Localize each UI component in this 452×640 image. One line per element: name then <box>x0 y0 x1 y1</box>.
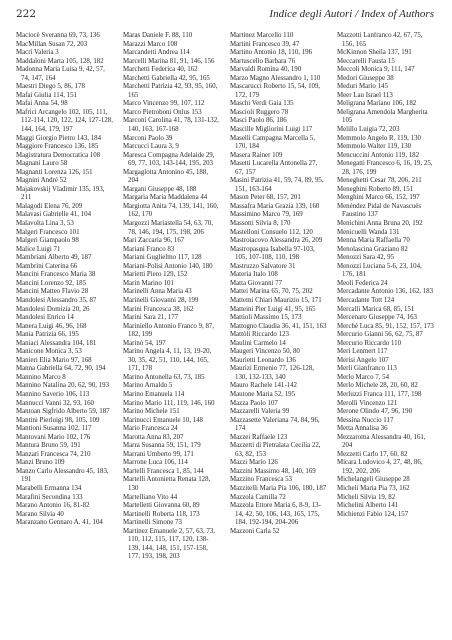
index-entry: Massafra Maria Grazia 139, 160 <box>230 202 320 210</box>
index-entry: Matta Giovanni 77 <box>230 279 283 287</box>
index-entry: Margiotta Anita 74, 139, 141, 160, 162, 170 <box>123 202 219 219</box>
index-entry: Mercalli Marica 68, 85, 151 <box>337 305 415 313</box>
index-entry: Mattemi Chiari Maurizio 15, 171 <box>230 296 322 304</box>
index-entry: Meri Lenmert 117 <box>337 348 388 356</box>
index-entry: Merlo Marco 7, 54 <box>337 373 390 381</box>
index-entry: Martinelli Simone 73 <box>123 519 182 527</box>
index-entry: Micheli Silvia 19, 82 <box>337 493 396 501</box>
index-entry: Malgeri Giampaolo 98 <box>16 237 79 245</box>
index-entry: Mazzola Camilla 72 <box>230 493 286 501</box>
index-entry: Majakovskij Vladimir 135, 193, 211 <box>16 185 105 202</box>
index-entry: Maggiore Francesco 136, 185 <box>16 143 99 151</box>
index-entry: Mancini Matteo Flavio 28 <box>16 288 89 296</box>
index-entry: Menéndez Pidal de Navascués Faustino 137 <box>337 202 421 219</box>
index-entry: Menozzi Sara 42, 95 <box>337 254 395 262</box>
index-entry: Mazzitelli Maria Pia 106, 180, 187 <box>230 484 327 492</box>
index-entry: Masera Rainer 109 <box>230 151 283 159</box>
index-entry: Marconi Paolo 39 <box>123 134 173 142</box>
index-entry: Meccoli Monica 9, 111, 147 <box>337 66 415 74</box>
index-entry: Mantovani Mario 102, 176 <box>16 433 91 441</box>
index-entry: Maranzano Gennaro A. 41, 104 <box>16 519 103 527</box>
index-entry: Masini Patrizia 41, 59, 74, 89, 95, 151, 163-164 <box>230 177 324 193</box>
index-entry: Marchetti Gabriella 42, 95, 165 <box>123 74 210 82</box>
index-entry: Meligrana Amendola Margherita 105 <box>337 108 428 125</box>
index-entry: Mariani Franco 83 <box>123 245 175 253</box>
index-entry: Margani Giuseppe 48, 188 <box>123 185 197 193</box>
index-entry: Meccarelli Fausta 15 <box>337 57 395 65</box>
index-entry: Manzari Francesca 74, 210 <box>16 450 91 458</box>
index-entry: Magnani Lauro 58 <box>16 160 68 168</box>
index-entry: Marietti Piero 129, 152 <box>123 271 188 279</box>
index-entry: Mazzini Massimo 48, 140, 169 <box>230 467 316 475</box>
index-entry: Mercadante Tott 124 <box>337 296 395 304</box>
index-entry: Mason Peter 68, 157, 201 <box>230 194 301 202</box>
index-entry: Mazzarelli Valeria 99 <box>230 408 290 416</box>
index-entry: Marconi Carolina 41, 78, 131-132, 140, 163, 167-168 <box>123 117 219 134</box>
index-entry: Meduri Mario 145 <box>337 83 388 91</box>
index-entry: Malice Luigi 71 <box>16 245 61 253</box>
index-entry: Mastruzzo Salvatore 31 <box>230 262 296 270</box>
index-entry: Menichini Anna Bruna 20, 192 <box>337 220 423 228</box>
index-entry: Mannino Natalina 20, 62, 90, 193 <box>16 382 110 390</box>
index-entry: Melillo Luigia 72, 203 <box>337 126 400 134</box>
index-entry: Mandolesi Domizia 20, 26 <box>16 305 90 313</box>
index-entry: Memmolo Walter 119, 130 <box>337 143 412 151</box>
index-column-1 <box>16 32 113 637</box>
index-entry: Magnanti Lorenza 126, 151 <box>16 168 93 176</box>
index-entry: Maddaloni Marta 105, 128, 182 <box>16 57 104 65</box>
index-entry: Mannino Marco 8 <box>16 373 66 381</box>
index-entry: Meneghetti Cesar 78, 206, 211 <box>337 177 422 185</box>
index-entry: Marvaldi Romina 40, 190 <box>230 66 302 74</box>
index-entry: Marino Emanuela 114 <box>123 390 185 398</box>
index-column-3 <box>230 32 327 637</box>
index-entry: Martino Antonio 18, 110, 196 <box>230 49 313 57</box>
index-entry: Marcucci Laura 3, 9 <box>123 143 179 151</box>
index-entry: Micara Ludovico 4, 27, 48, 86, 192, 202, 206 <box>337 459 423 475</box>
index-entry: Mattioli Massimo 15, 173 <box>230 314 302 322</box>
index-entry: Mascille Migliorini Luigi 117 <box>230 126 313 134</box>
index-entry: Mezzetti Carlo 17, 60, 82 <box>337 450 408 458</box>
index-entry: Mattei Marina 65, 70, 75, 202 <box>230 288 313 296</box>
index-entry: Mancini Francesco Maria 38 <box>16 271 96 279</box>
index-entry: Marino Arnaldo 5 <box>123 382 173 390</box>
index-entry: Martinez Emanuele 2, 57, 63, 73, 110, 112, 115, 117, 120, 138-139, 144, 148, 151, 157-158, 177, 193, 198, 203 <box>123 527 216 561</box>
index-entry: Mauro Rachele 141-142 <box>230 382 297 390</box>
index-entry: Masci Paolo 86, 186 <box>230 117 287 125</box>
page-number: 222 <box>16 8 37 20</box>
index-entry: Mazzasette Valeriana 74, 84, 96, 174 <box>230 416 320 433</box>
index-entry: Marinò 54, 197 <box>123 339 166 347</box>
index-entry: Marini Sara 21, 177 <box>123 314 179 322</box>
index-entry: Mastropasqua Isabella 97-103, 105, 107-108, 110, 198 <box>230 245 315 262</box>
index-entry: MacMillan Susan 72, 203 <box>16 40 88 48</box>
index-entry: Merone Olindo 47, 96, 190 <box>337 408 413 416</box>
index-entry: Mannucci Vanni 32, 93, 160 <box>16 399 94 407</box>
index-entry: Marrani Umberto 99, 171 <box>123 450 194 458</box>
index-entry: Marinelli Giovanni 28, 199 <box>123 296 199 304</box>
index-entry: Maciocè Sveranna 69, 73, 136 <box>16 32 100 39</box>
index-entry: Mambriani Alberto 49, 187 <box>16 254 92 262</box>
index-entry: Marchetti Federica 40, 162 <box>123 66 198 74</box>
index-entry: Mario Francesca 24 <box>123 425 178 433</box>
index-entry: Marco Vincenzo 99, 107, 112 <box>123 100 205 108</box>
index-entry: Merolli Vincenzo 121 <box>337 399 398 407</box>
index-entry: Magnini André 52 <box>16 177 67 185</box>
index-entry: Mafai Giulia 114, 151 <box>16 91 77 99</box>
index-entry: Manieri Elia Mario 97, 168 <box>16 356 92 364</box>
index-entry: Maras Daniele F. 88, 110 <box>123 32 193 39</box>
index-entry: Mariani-Polisi Antonio 140, 180 <box>123 262 213 270</box>
index-entry: Messina Nuccio 117 <box>337 416 394 424</box>
index-entry: Massimino Marco 79, 169 <box>230 211 303 219</box>
index-entry: Mastroiacovo Alessandra 26, 209 <box>230 237 323 245</box>
index-entry: Mambrini Caterina 66 <box>16 262 78 270</box>
index-entry: Menghini Marco 66, 152, 197 <box>337 194 420 202</box>
index-entry: Mazzei Raffaele 123 <box>230 433 288 441</box>
index-entry: Malagodi Elena 76, 209 <box>16 202 83 210</box>
index-entry: Menozzi Luciana 5-6, 23, 104, 176, 181 <box>337 262 422 279</box>
index-entry: Merlo Michele 28, 20, 60, 82 <box>337 382 418 390</box>
index-entry: Maniaci Alessandra 104, 181 <box>16 339 97 347</box>
index-entry: Marco Pietroboni Onlus 153 <box>123 108 202 116</box>
index-entry: Martelli Francesca 1, 85, 144 <box>123 467 204 475</box>
index-entry: Marano Antonio 16, 81-82 <box>16 502 90 510</box>
index-entry: Manzi Bruno 109 <box>16 459 65 467</box>
index-entry: Mandolesi Enrico 14 <box>16 314 74 322</box>
index-entry: Maresca Compagna Adelaide 29, 69, 77, 103, 143-144, 195, 203 <box>123 151 215 168</box>
index-entry: Marotta Anna 83, 207 <box>123 433 184 441</box>
index-entry: Marino Angela 4, 11, 13, 19-20, 30, 35, 42, 51, 110, 144, 165, 171, 178 <box>123 348 212 373</box>
index-entry: Meoli Federica 24 <box>337 279 388 287</box>
index-entry: Mazzetti di Pietralata Cecilia 22, 63, 82, 153 <box>230 442 321 458</box>
index-entry: Maggi Giorgio Pietro 143, 184 <box>16 134 102 142</box>
index-entry: Marcandetti Andrea 114 <box>123 49 190 57</box>
index-entry: Marchetti Patrizia 42, 93, 95, 160, 165 <box>123 83 218 99</box>
index-entry: Mercurio Gianni 56, 62, 75, 87 <box>337 331 423 339</box>
index-entry: Mazzino Francesca 53 <box>230 476 292 484</box>
index-entry: Manicone Monica 3, 53 <box>16 348 82 356</box>
index-entry: Marrone Luca 106, 114 <box>123 459 188 467</box>
index-entry: Merluzzi Franca 111, 177, 198 <box>337 390 422 398</box>
index-entry: Manna Gabriella 64, 72, 90, 194 <box>16 365 106 373</box>
index-entry: Manzo Carlo Alessandro 45, 183, 191 <box>16 467 109 484</box>
index-entry: Maugeri Vincenzo 50, 80 <box>230 348 300 356</box>
index-entry: Martini Francesco 39, 47 <box>230 40 300 48</box>
index-entry: Mari Zaccaria 96, 167 <box>123 237 185 245</box>
index-entry: Meneghini Roberto 89, 151 <box>337 185 414 193</box>
index-entry: Michienzi Fabio 124, 157 <box>337 510 409 518</box>
index-entry: Marino Mario 111, 119, 146, 160 <box>123 399 215 407</box>
index-entry: Mantini Pierluigi 98, 105, 109 <box>16 416 100 424</box>
index-entry: Maulini Carmelo 14 <box>230 339 286 347</box>
index-entry: Meligrana Mariano 106, 182 <box>337 100 417 108</box>
index-entry: Marabelli Ermanna 134 <box>16 484 82 492</box>
index-entry: Maurizi Ermenio 77, 126-128, 130, 132-133, 140 <box>230 365 315 381</box>
index-entry: Martelliano Vito 44 <box>123 493 178 501</box>
index-entry: Mezzaroma Alessandra 40, 161, 204 <box>337 433 426 450</box>
index-entry: Materia Italo 108 <box>230 271 278 279</box>
index-entry: Margozzi Mariastella 54, 63, 70, 78, 146, 194, 175, 198, 206 <box>123 220 214 236</box>
index-entry: Mattòli Riccardo 123 <box>230 331 289 339</box>
index-entry: Mercenaro Giuseppe 74, 163 <box>337 314 417 322</box>
index-entry: Marin Marino 101 <box>123 279 174 287</box>
index-entry: Mantoan Sigfrido Alberto 59, 187 <box>16 408 110 416</box>
index-entry: Martinez Marcello 110 <box>230 32 294 39</box>
index-entry: Malavasi Gabrielle 41, 104 <box>16 211 92 219</box>
index-entry: Martelletti Giovanna 60, 89 <box>123 502 200 510</box>
index-entry: Maselli Campagna Marcella 5, 170, 184 <box>230 134 315 151</box>
running-title: Indice degli Autori / Index of Authors <box>269 8 434 20</box>
index-entry: McKinnon Sheila 137, 191 <box>337 49 412 57</box>
index-entry: Mafai Anna 54, 98 <box>16 100 68 108</box>
index-entry: Menna Maria Raffaella 70 <box>337 237 410 245</box>
index-entry: Mautone Maria 52, 195 <box>230 390 296 398</box>
index-entry: Mascarucci Roberto 15, 54, 109, 172, 179 <box>230 83 321 99</box>
index-entry: Marano Silvia 40 <box>16 510 64 518</box>
index-entry: Mandolesi Alessandro 35, 87 <box>16 296 97 304</box>
index-entry: Mancini Lorenzo 92, 185 <box>16 279 87 287</box>
index-entry: Marino Antonella 63, 73, 185 <box>123 373 205 381</box>
index-entry: Menicuelli Wanda 131 <box>337 228 400 236</box>
page-header <box>16 8 434 22</box>
index-column-4 <box>337 32 434 637</box>
index-entry: Menolascina Graziano 82 <box>337 245 408 253</box>
index-entry: Mascioli Ruggero 78 <box>230 108 289 116</box>
index-entry: Macrì Valeria 3 <box>16 49 59 57</box>
index-column-2 <box>123 32 220 637</box>
index-entry: Merchè Luca 85, 91, 152, 157, 173 <box>337 322 434 330</box>
index-entry: Michelangeli Giuseppe 28 <box>337 476 410 484</box>
index-entry: Mastelloni Consuelo 112, 120 <box>230 228 313 236</box>
index-entry: Memmolo Angelo R. 119, 130 <box>337 134 421 142</box>
index-entry: Marcelli Marina 81, 91, 146, 156 <box>123 57 215 65</box>
index-entry: Marino Michele 151 <box>123 408 180 416</box>
index-entry: Marzo Magno Alessandro 1, 110 <box>230 74 321 82</box>
index-entry: Merli Gianfranco 113 <box>337 365 397 373</box>
index-entry: Masetti Lucarella Antonella 27, 67, 157 <box>230 160 318 176</box>
index-entry: Mania Patrizia 66, 195 <box>16 331 79 339</box>
index-entry: Marra Susanna 59, 151, 179 <box>123 442 201 450</box>
index-entry: Marinelli Anna Maria 43 <box>123 288 192 296</box>
index-entry: Malavolta Lina 3, 53 <box>16 220 74 228</box>
index-entry: Micheli Maria Pia 73, 162 <box>337 484 410 492</box>
index-entry: Magistratura Democratica 108 <box>16 151 101 159</box>
index-entry: Mencuccini Antonio 119, 182 <box>337 151 420 159</box>
index-entry: Mercadante Antonio 136, 162, 183 <box>337 288 434 296</box>
index-entry: Mazza Paolo 107 <box>230 399 278 407</box>
index-entry: Marafini Secondina 133 <box>16 493 83 501</box>
index-entry: Mannino Saverio 106, 113 <box>16 390 90 398</box>
index-entry: Manera Luigi 46, 96, 168 <box>16 322 87 330</box>
index-entry: Maurietti Leonardo 136 <box>230 356 296 364</box>
index-entry: Menegatti Francesco 6, 16, 19, 25, 28, 176, 199 <box>337 160 433 176</box>
index-entry: Malgeri Francesco 101 <box>16 228 80 236</box>
index-entry: Merisi Angelo 107 <box>337 356 389 364</box>
index-entry: Mazzoni Carla 52 <box>230 527 280 535</box>
index-entry: Mattogno Claudia 36, 41, 151, 163 <box>230 322 327 330</box>
index-entry: Martelli Antonietta Renata 128, 130 <box>123 476 211 492</box>
index-entry: Mazzi Mario 126 <box>230 459 278 467</box>
index-entry: Maestri Diego 5, 86, 178 <box>16 83 85 91</box>
index-entry: Mercurio Riccardo 110 <box>337 339 402 347</box>
index-entry: Maschi Verdi Gaia 135 <box>230 100 294 108</box>
index-entry: Medori Giuseppe 38 <box>337 74 394 82</box>
index-entry: Marazzi Marco 108 <box>123 40 178 48</box>
index-entry: Martinelli Roberta 118, 173 <box>123 510 200 518</box>
index-entry: Michelini Alberto 141 <box>337 502 399 510</box>
index-entry: Martuscello Barbara 76 <box>230 57 296 65</box>
index-entry: Mantioni Susanna 102, 117 <box>16 425 92 433</box>
index-entry: Meer Lau Israel 113 <box>337 91 393 99</box>
index-columns <box>16 32 434 637</box>
index-entry: Margaglotta Antonino 45, 188, 204 <box>123 168 209 185</box>
index-entry: Marini Francesca 38, 162 <box>123 305 194 313</box>
index-entry: Marinucci Emanuele 10, 148 <box>123 416 203 424</box>
index-entry: Matteini Pier Luigi 41, 95, 165 <box>230 305 316 313</box>
index-entry: Mantura Bruno 59, 191 <box>16 442 81 450</box>
index-entry: Madonna Maria Luisa 9, 42, 57, 74, 147, 164 <box>16 66 105 82</box>
index-entry: Massotti Silvia 8, 170 <box>230 220 291 228</box>
index-entry: Mazzola Ettore Maria 6, 8-9, 13-14, 42, 50, 106, 143, 165, 175, 184, 192-194, 204-206 <box>230 502 321 527</box>
index-entry: Metta Annalisa 36 <box>337 425 388 433</box>
index-entry: Mazzotti Lanfranco 42, 67, 75, 156, 165 <box>337 32 423 48</box>
index-entry: Mafrici Arcangelo 102, 105, 111, 112-114, 120, 122, 124, 127-128, 144, 164, 179, 197 <box>16 108 113 134</box>
index-entry: Mariniello Antonio Franco 9, 87, 182, 199 <box>123 322 215 339</box>
index-entry: Margaria Maria Maddalena 44 <box>123 194 208 202</box>
index-entry: Mariani Guglielmo 117, 128 <box>123 254 202 262</box>
